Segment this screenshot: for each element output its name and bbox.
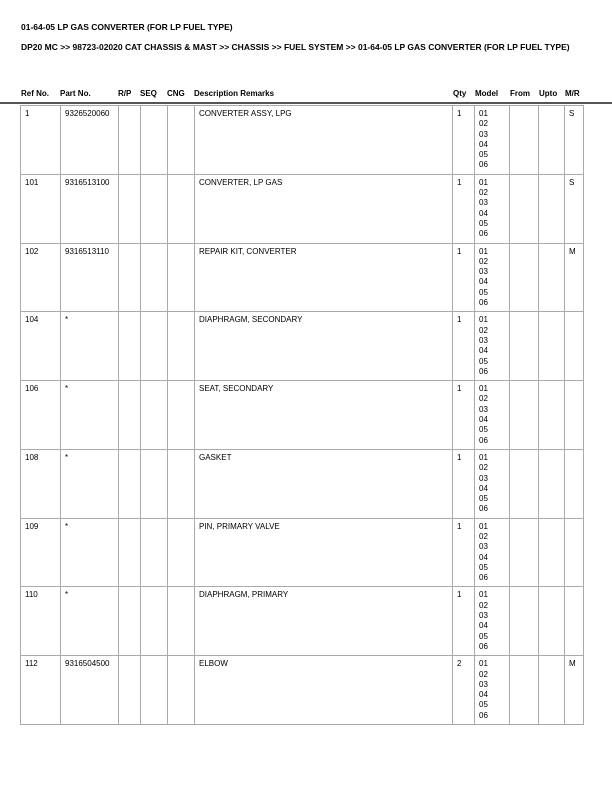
cell-ref: 104 [21,312,61,381]
cell-mr [565,587,584,656]
cell-mr [565,449,584,518]
table-row [21,449,584,518]
cell-cng [168,656,195,725]
column-header-ref-no: Ref No. [21,89,49,98]
model-code: 02 [479,463,488,473]
model-code: 01 [479,521,488,531]
column-header-cng: CNG [167,89,185,98]
model-code: 02 [479,256,488,266]
cell-from [510,518,539,587]
cell-from [510,106,539,175]
cell-cng [168,518,195,587]
cell-upto [539,243,565,312]
model-code: 03 [479,611,488,621]
page-title: 01-64-05 LP GAS CONVERTER (FOR LP FUEL TYPE) [21,22,233,32]
cell-qty: 1 [453,243,475,312]
cell-part: 9316513100 [61,174,119,243]
model-code: 05 [479,150,488,160]
model-code: 01 [479,384,488,394]
cell-ref: 109 [21,518,61,587]
cell-cng [168,312,195,381]
cell-ref: 106 [21,381,61,450]
cell-upto [539,106,565,175]
table-row [21,656,584,725]
model-code: 01 [479,659,488,669]
model-code: 05 [479,218,488,228]
model-code: 03 [479,198,488,208]
cell-from [510,656,539,725]
model-code: 02 [479,394,488,404]
model-code: 02 [479,188,488,198]
cell-model [475,106,510,175]
cell-upto [539,449,565,518]
breadcrumb: DP20 MC >> 98723-02020 CAT CHASSIS & MAST >> CHASSIS >> FUEL SYSTEM >> 01-64-05 LP GAS CONVERTER (FOR LP FUEL TYPE) [21,42,570,52]
cell-from [510,449,539,518]
cell-cng [168,449,195,518]
column-header-rp: R/P [118,89,132,98]
cell-seq [141,243,168,312]
cell-cng [168,174,195,243]
cell-qty: 1 [453,587,475,656]
table-row [21,243,584,312]
cell-seq [141,312,168,381]
column-header-upto: Upto [539,89,558,98]
cell-upto [539,174,565,243]
model-code: 05 [479,494,488,504]
column-header-from: From [510,89,530,98]
cell-mr: M [565,243,584,312]
cell-from [510,243,539,312]
cell-qty: 1 [453,381,475,450]
model-code: 05 [479,425,488,435]
cell-rp [119,243,141,312]
cell-ref: 108 [21,449,61,518]
cell-seq [141,656,168,725]
cell-seq [141,518,168,587]
cell-upto [539,381,565,450]
cell-model [475,381,510,450]
cell-mr [565,312,584,381]
model-code: 03 [479,129,488,139]
parts-table [20,105,584,725]
model-code: 01 [479,109,488,118]
model-code: 03 [479,473,488,483]
cell-seq [141,174,168,243]
cell-mr [565,518,584,587]
model-code: 05 [479,356,488,366]
model-code: 04 [479,415,488,425]
model-code: 02 [479,325,488,335]
cell-qty: 1 [453,312,475,381]
cell-part: 9326520060 [61,106,119,175]
cell-rp [119,174,141,243]
cell-seq [141,587,168,656]
model-code: 04 [479,277,488,287]
model-code: 04 [479,621,488,631]
model-code: 05 [479,562,488,572]
cell-part: * [61,587,119,656]
cell-description: SEAT, SECONDARY [195,381,453,450]
cell-description: ELBOW [195,656,453,725]
model-code: 06 [479,366,488,376]
table-row [21,106,584,175]
cell-rp [119,381,141,450]
cell-from [510,381,539,450]
model-code: 03 [479,335,488,345]
model-code: 01 [479,246,488,256]
cell-cng [168,243,195,312]
column-header-mr: M/R [565,89,580,98]
model-code: 04 [479,346,488,356]
cell-upto [539,518,565,587]
model-code: 06 [479,229,488,239]
cell-mr: M [565,656,584,725]
table-row [21,312,584,381]
cell-seq [141,449,168,518]
header-divider [0,102,612,104]
cell-model [475,587,510,656]
cell-upto [539,656,565,725]
model-code: 02 [479,119,488,129]
table-row [21,174,584,243]
cell-seq [141,381,168,450]
cell-from [510,587,539,656]
cell-model [475,518,510,587]
cell-qty: 1 [453,449,475,518]
column-header-model: Model [475,89,499,98]
cell-mr: S [565,174,584,243]
cell-part: * [61,381,119,450]
column-header-part-no: Part No. [60,89,91,98]
cell-qty: 1 [453,174,475,243]
cell-description: CONVERTER ASSY, LPG [195,106,453,175]
cell-ref: 110 [21,587,61,656]
model-code: 02 [479,669,488,679]
model-code: 04 [479,208,488,218]
model-code: 06 [479,504,488,514]
cell-rp [119,518,141,587]
cell-qty: 1 [453,106,475,175]
model-code: 06 [479,573,488,583]
cell-part: * [61,518,119,587]
model-code: 05 [479,631,488,641]
cell-rp [119,587,141,656]
cell-part: * [61,312,119,381]
model-code: 06 [479,641,488,651]
model-code: 06 [479,298,488,308]
model-code: 06 [479,160,488,170]
cell-rp [119,312,141,381]
cell-part: 9316504500 [61,656,119,725]
table-row [21,381,584,450]
cell-upto [539,587,565,656]
model-code: 01 [479,315,488,325]
cell-model [475,449,510,518]
model-code: 03 [479,404,488,414]
model-code: 02 [479,531,488,541]
cell-ref: 112 [21,656,61,725]
cell-from [510,312,539,381]
cell-cng [168,381,195,450]
cell-ref: 101 [21,174,61,243]
cell-description: REPAIR KIT, CONVERTER [195,243,453,312]
model-code: 01 [479,452,488,462]
model-code: 06 [479,435,488,445]
cell-model [475,174,510,243]
cell-rp [119,449,141,518]
model-code: 01 [479,590,488,600]
model-code: 04 [479,690,488,700]
cell-from [510,174,539,243]
column-header-qty: Qty [453,89,467,98]
cell-part: 9316513110 [61,243,119,312]
cell-ref: 102 [21,243,61,312]
model-code: 06 [479,710,488,720]
table-row [21,587,584,656]
cell-mr [565,381,584,450]
cell-description: DIAPHRAGM, SECONDARY [195,312,453,381]
cell-cng [168,587,195,656]
model-code: 05 [479,700,488,710]
model-code: 03 [479,679,488,689]
cell-mr: S [565,106,584,175]
cell-part: * [61,449,119,518]
model-code: 05 [479,287,488,297]
cell-description: PIN, PRIMARY VALVE [195,518,453,587]
table-row [21,518,584,587]
cell-description: GASKET [195,449,453,518]
column-header-description: Description Remarks [194,89,275,98]
model-code: 04 [479,552,488,562]
model-code: 01 [479,177,488,187]
column-header-seq: SEQ [140,89,157,98]
cell-rp [119,106,141,175]
cell-rp [119,656,141,725]
cell-ref: 1 [21,106,61,175]
model-code: 04 [479,139,488,149]
cell-qty: 1 [453,518,475,587]
model-code: 04 [479,483,488,493]
cell-upto [539,312,565,381]
cell-cng [168,106,195,175]
cell-qty: 2 [453,656,475,725]
cell-description: DIAPHRAGM, PRIMARY [195,587,453,656]
cell-description: CONVERTER, LP GAS [195,174,453,243]
cell-seq [141,106,168,175]
model-code: 02 [479,600,488,610]
model-code: 03 [479,542,488,552]
cell-model [475,656,510,725]
cell-model [475,312,510,381]
cell-model [475,243,510,312]
model-code: 03 [479,267,488,277]
